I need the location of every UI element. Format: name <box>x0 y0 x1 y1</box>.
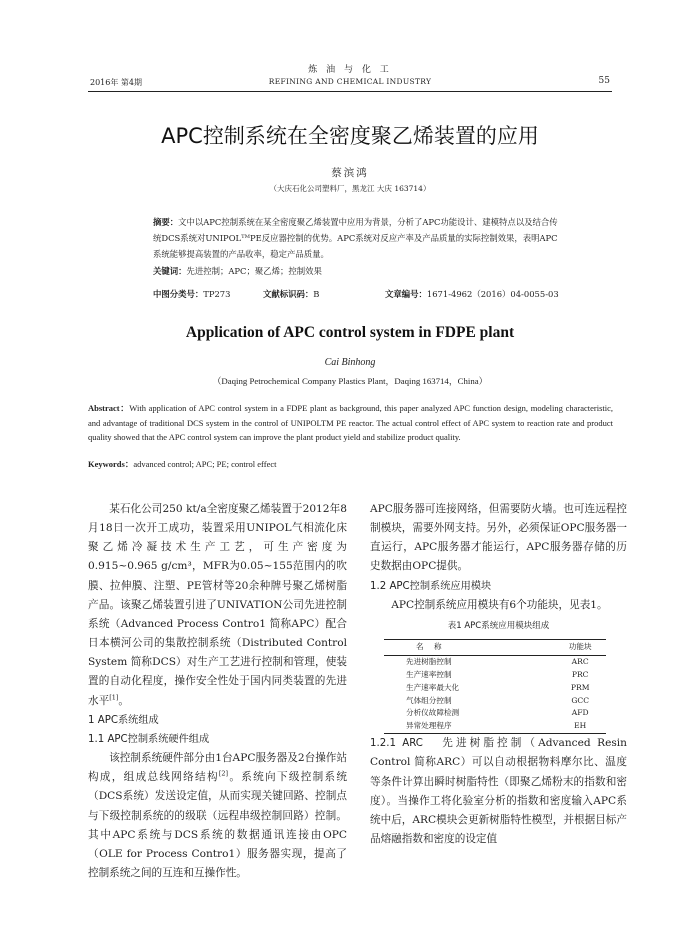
abstract-en-text: With application of APC control system in a FDPE plant as background, this paper analyzed APC function design, modeling characteristic, and advantage of traditional DCS system in the control of UNIPOLTM PE reactor. The actual control effect of APC system to reaction rate and product quality showed that the APC control system can improve the plant product yield and stabilize product quality. <box>88 403 613 442</box>
table-cell: 异常处理程序 <box>384 720 554 733</box>
table-cell: 生产速率最大化 <box>406 682 460 692</box>
table-row <box>384 720 606 733</box>
table-cell: 先进树脂控制 <box>406 656 452 666</box>
journal-name-cn: 炼 油 与 化 工 <box>308 65 392 75</box>
table-cell: PRC <box>571 669 589 679</box>
keywords-cn-label: 关键词： <box>153 265 187 276</box>
page-number: 55 <box>598 76 610 86</box>
keywords-en-label: Keywords： <box>88 459 134 469</box>
citation-2: [2] <box>218 769 229 778</box>
intro-paragraph <box>88 500 347 711</box>
doc-code-label: 文献标识码： <box>263 289 314 299</box>
intro-text: 某石化公司250 kt/a全密度聚乙烯装置于2012年8月18日一次开工成功，装置采用UNIPOL气相流化床聚乙烯冷凝技术生产工艺，可生产密度为0.915~0.965 g/cm³，MFR为0.05~155范围内的吹膜、拉伸膜、注塑、PE管材等20余种牌号聚乙烯树脂产品。该聚乙烯装置引进了UNIVATION公司先进控制系统（Advanced Process Contro1 简称APC）配合日本横河公司的集散控制系统（Distributed Control System 简称DCS）对生产工艺进行控制和管理，使装置的自动化程度，操作安全性处于国内同类装置的先进水平 <box>88 503 347 707</box>
abstract-en <box>88 401 613 445</box>
body-column-right <box>370 500 627 849</box>
journal-name-en: REFINING AND CHEMICAL INDUSTRY <box>268 77 432 86</box>
author-en: Cai Binhong <box>324 357 376 368</box>
body-column-left <box>88 500 347 883</box>
abstract-cn-label: 摘要： <box>153 217 179 227</box>
table-cell: 气体组分控制 <box>406 695 452 705</box>
issue-label: 2016年 第4期 <box>90 78 142 87</box>
paper-title-cn: APC控制系统在全密度聚乙烯装置的应用 <box>161 124 539 148</box>
author-cn: 蔡滨鸿 <box>331 167 369 179</box>
section-heading-1: 1 APC系统组成 <box>88 714 159 726</box>
section-heading-1-2: 1.2 APC控制系统应用模块 <box>370 580 492 592</box>
section-heading-1-1: 1.1 APC控制系统硬件组成 <box>88 733 210 745</box>
table-row <box>384 669 606 682</box>
table-cell: 生产速率控制 <box>406 669 452 679</box>
table-header-block: 功能块 <box>554 639 606 655</box>
hardware-paragraph <box>88 749 347 883</box>
article-number <box>385 288 559 300</box>
abstract-en-label: Abstract： <box>88 403 130 413</box>
table-cell: GCC <box>571 695 590 705</box>
class-number <box>153 288 230 300</box>
section-heading-1-2-1: 1.2.1 ARC <box>370 738 423 750</box>
table-row <box>384 655 606 668</box>
table-cell: EH <box>554 720 606 733</box>
abstract-cn-text: 文中以APC控制系统在某全密度聚乙烯装置中应用为背景，分析了APC功能设计、建模特点以及结合传统DCS系统对UNIPOLᵀᴹPE反应器控制的优势。APC系统对反应产率及产品质量的实际控制效果，表明APC系统能够提高装置的产品收率，稳定产品质量。 <box>153 217 558 260</box>
article-number-label: 文章编号： <box>385 289 427 299</box>
table-row <box>384 682 606 695</box>
hardware-text-2: 。系统向下级控制系统（DCS系统）发送设定值，从而实现关键回路、控制点与下级控制系统的的级联（远程串级控制回路）控制。其中APC系统与DCS系统的数据通讯连接由OPC（OLE for Process Contro1）服务器实现，提高了控制系统之间的互连和互操作性。 <box>88 771 348 879</box>
server-paragraph: APC服务器可连接网络，但需要防火墙。也可连远程控制模块，需要外网支持。另外，必须保证OPC服务器一直运行，APC服务器才能运行，APC服务器存储的历史数据由OPC提供。 <box>370 503 627 573</box>
citation-1: [1] <box>109 693 119 702</box>
table-header-row <box>384 639 606 655</box>
table-row <box>384 695 606 708</box>
abstract-cn <box>153 214 565 279</box>
journal-header <box>88 62 612 92</box>
article-number-value: 1671-4962（2016）04-0055-03 <box>426 289 559 299</box>
intro-end: 。 <box>118 694 129 707</box>
keywords-en-text: advanced control; APC; PE; control effect <box>133 459 277 469</box>
arc-paragraph <box>370 734 627 849</box>
class-number-label: 中图分类号： <box>153 289 204 299</box>
modules-paragraph: APC控制系统应用模块有6个功能块，见表1。 <box>391 598 608 611</box>
affiliation-cn: （大庆石化公司塑料厂，黑龙江 大庆 163714） <box>269 184 431 193</box>
class-number-value: TP273 <box>203 289 231 299</box>
table-cell: PRM <box>570 682 590 692</box>
affiliation-en: （Daqing Petrochemical Company Plastics Plant，Daqing 163714，China） <box>212 376 488 386</box>
table-header-name: 名 称 <box>384 639 554 655</box>
doc-code-value: B <box>313 289 320 299</box>
arc-text: 先进树脂控制（Advanced Resin Control 简称ARC）可以自动根据物料摩尔比、温度等条件计算出瞬时树脂特性（即聚乙烯粉末的指数和密度）。当操作工将化验室分析的指数和密度输入APC系统中后，ARC模块会更新树脂特性模型，并根据目标产品熔融指数和密度的设定值 <box>370 737 627 846</box>
keywords-en <box>88 458 613 470</box>
hardware-text-1: 该控制系统硬件部分由1台APC服务器及2台操作站构成，组成总线网络结构 <box>88 752 347 784</box>
table-cell: AFD <box>571 708 589 718</box>
table-row <box>384 707 606 720</box>
table-cell: ARC <box>571 656 589 666</box>
paper-title-en: Application of APC control system in FDPE plant <box>185 324 515 341</box>
table-cell: 分析仪故障检测 <box>406 708 460 718</box>
table-caption: 表1 APC系统应用模块组成 <box>447 620 550 631</box>
apc-modules-table <box>384 639 606 734</box>
doc-code <box>263 288 319 300</box>
keywords-cn: 先进控制；APC；聚乙烯；控制效果 <box>186 265 322 276</box>
